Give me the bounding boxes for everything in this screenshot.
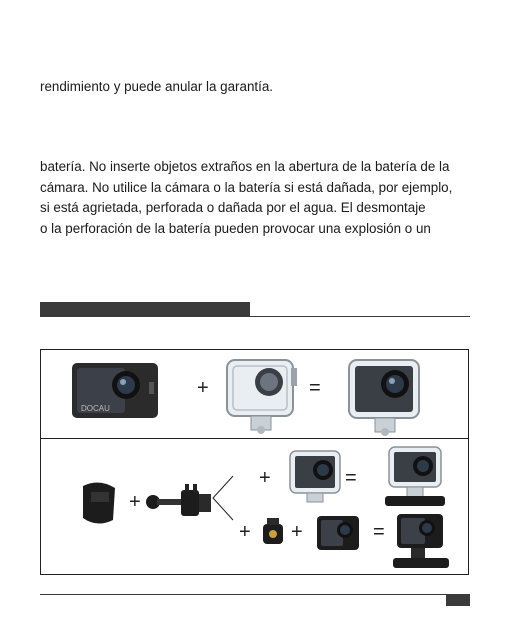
thumb-screw-and-j-hook-image bbox=[145, 482, 215, 522]
assembly-diagram bbox=[40, 349, 469, 575]
camera-image bbox=[71, 360, 161, 420]
plus-symbol: + bbox=[291, 521, 303, 543]
footer-rule bbox=[40, 594, 470, 595]
housing-on-mount-image bbox=[381, 444, 453, 510]
camera-in-housing-small-image bbox=[287, 448, 345, 504]
waterproof-housing-image bbox=[221, 356, 301, 436]
text-line: batería. No inserte objetos extraños en la abertura de la batería de la bbox=[40, 159, 450, 174]
paragraph-warranty bbox=[40, 77, 480, 98]
text-line: si está agrietada, perforada o dañada por el agua. El desmontaje bbox=[40, 200, 426, 215]
section-header-bar bbox=[40, 302, 250, 317]
plus-symbol: + bbox=[197, 377, 209, 399]
section-header-rule bbox=[40, 316, 470, 317]
equals-symbol: = bbox=[345, 467, 357, 489]
plus-symbol: + bbox=[129, 491, 141, 513]
framed-camera-on-mount-image bbox=[391, 512, 455, 574]
plus-symbol: + bbox=[259, 467, 271, 489]
paragraph-battery-warning bbox=[40, 157, 480, 239]
camera-brand-label: DOCAU bbox=[81, 404, 110, 413]
plus-symbol: + bbox=[239, 521, 251, 543]
camera-with-frame-image bbox=[315, 514, 363, 554]
equals-symbol: = bbox=[373, 521, 385, 543]
text-line: cámara. No utilice la cámara o la batería si está dañada, por ejemplo, bbox=[40, 179, 453, 195]
text-line: o la perforación de la batería pueden provocar una explosión o un bbox=[40, 220, 431, 236]
tripod-adapter-image bbox=[257, 516, 291, 550]
helmet-mount-image bbox=[77, 478, 121, 528]
camera-in-housing-image bbox=[343, 356, 427, 438]
text-line: rendimiento y puede anular la garantía. bbox=[40, 79, 274, 94]
diagram-divider bbox=[41, 438, 468, 439]
branch-bracket bbox=[211, 474, 235, 522]
equals-symbol: = bbox=[309, 377, 321, 399]
footer-page-tab bbox=[446, 594, 470, 606]
